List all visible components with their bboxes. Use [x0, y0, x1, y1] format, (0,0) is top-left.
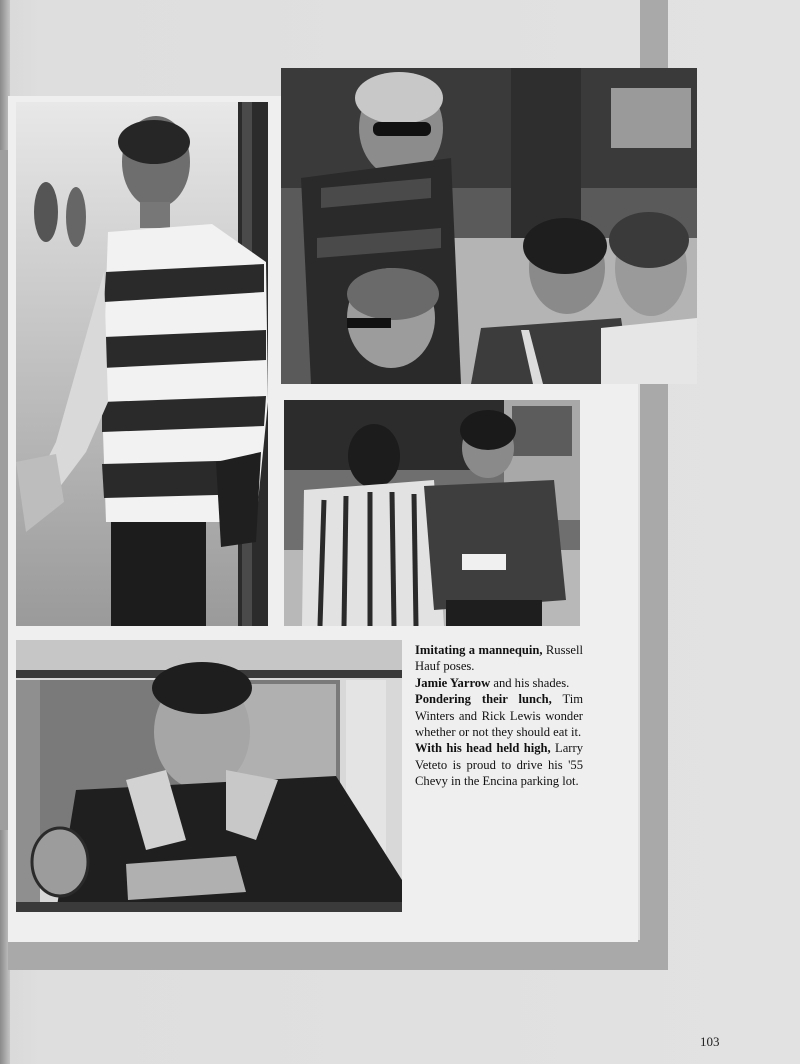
photo-captions: [415, 642, 583, 790]
caption-4-text: Larry Veteto is proud to drive his '55 Chevy in the Encina parking lot.: [415, 741, 583, 789]
caption-3-text: Tim Winters and Rick Lewis wonder whether or not they should eat it.: [415, 692, 584, 740]
photo-jamie-yarrow: [281, 68, 697, 384]
caption-1-text: Russell Hauf poses.: [415, 643, 583, 674]
decorative-horizontal-stripe: [8, 940, 668, 970]
caption-1-lead: Imitating a mannequin,: [415, 643, 543, 657]
caption-1: [415, 642, 583, 675]
caption-4-lead: With his head held high,: [415, 741, 551, 756]
photo-russell-hauf: [16, 102, 268, 626]
photo-tim-winters-rick-lewis: [284, 400, 580, 626]
caption-3-lead: Pondering their lunch,: [415, 692, 552, 707]
page-number: 103: [700, 1034, 720, 1049]
caption-2-text: and his shades.: [490, 675, 570, 690]
caption-3: [415, 691, 583, 740]
caption-2-lead: Jamie Yarrow: [415, 675, 491, 690]
caption-4: [415, 740, 583, 789]
caption-2: [415, 675, 583, 691]
photo-larry-veteto: [16, 640, 402, 912]
